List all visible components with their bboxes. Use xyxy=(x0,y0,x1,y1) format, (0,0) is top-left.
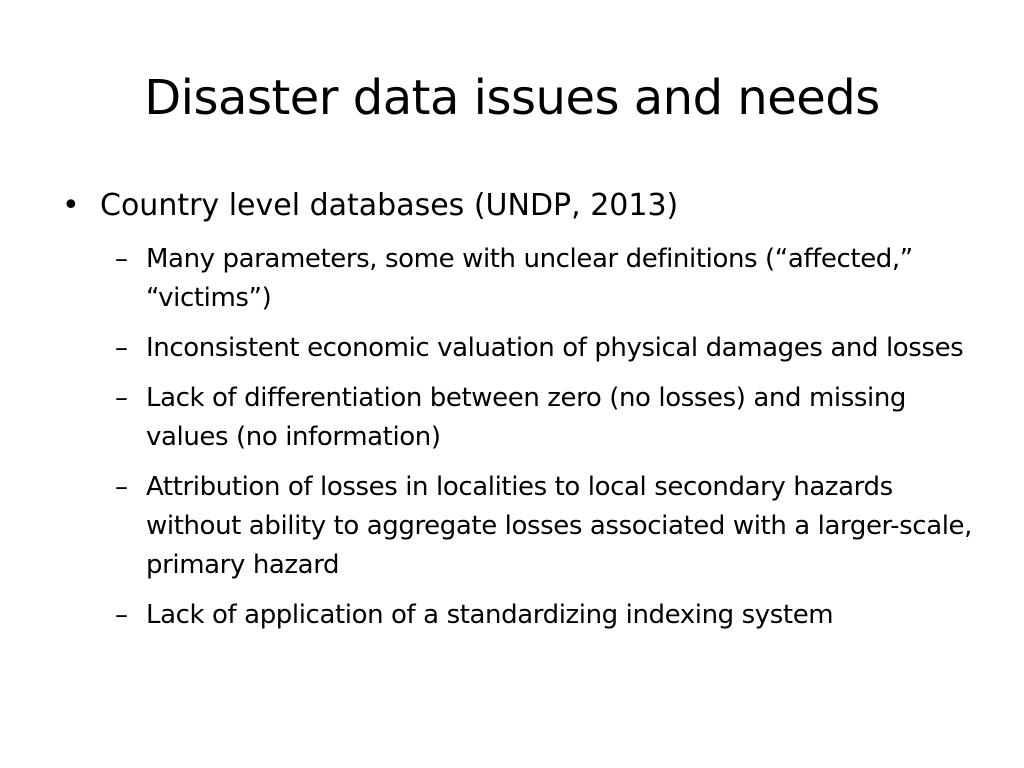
sub-bullet-text: Attribution of losses in localities to local secondary hazards without ability to aggregate losses associated with a larger-scale, primary hazard xyxy=(146,472,973,580)
dash-icon: – xyxy=(115,472,128,502)
sub-bullet-text: Lack of application of a standardizing indexing system xyxy=(146,600,834,630)
main-bullet-list xyxy=(62,184,962,228)
sub-bullet-item xyxy=(115,379,975,457)
bullet-icon: • xyxy=(62,188,80,223)
main-bullet-item xyxy=(62,184,962,228)
sub-bullet-list xyxy=(115,240,975,646)
dash-icon: – xyxy=(115,333,128,363)
sub-bullet-item xyxy=(115,240,975,318)
sub-bullet-text: Many parameters, some with unclear definitions (“affected,” “victims”) xyxy=(146,244,913,313)
sub-bullet-text: Lack of differentiation between zero (no losses) and missing values (no information) xyxy=(146,383,907,452)
dash-icon: – xyxy=(115,383,128,413)
sub-bullet-text: Inconsistent economic valuation of physical damages and losses xyxy=(146,333,964,363)
main-bullet-text: Country level databases (UNDP, 2013) xyxy=(100,188,679,223)
slide-title: Disaster data issues and needs xyxy=(144,70,880,126)
dash-icon: – xyxy=(115,600,128,630)
dash-icon: – xyxy=(115,244,128,274)
sub-bullet-item xyxy=(115,329,975,368)
sub-bullet-item xyxy=(115,596,975,635)
sub-bullet-item xyxy=(115,468,975,585)
